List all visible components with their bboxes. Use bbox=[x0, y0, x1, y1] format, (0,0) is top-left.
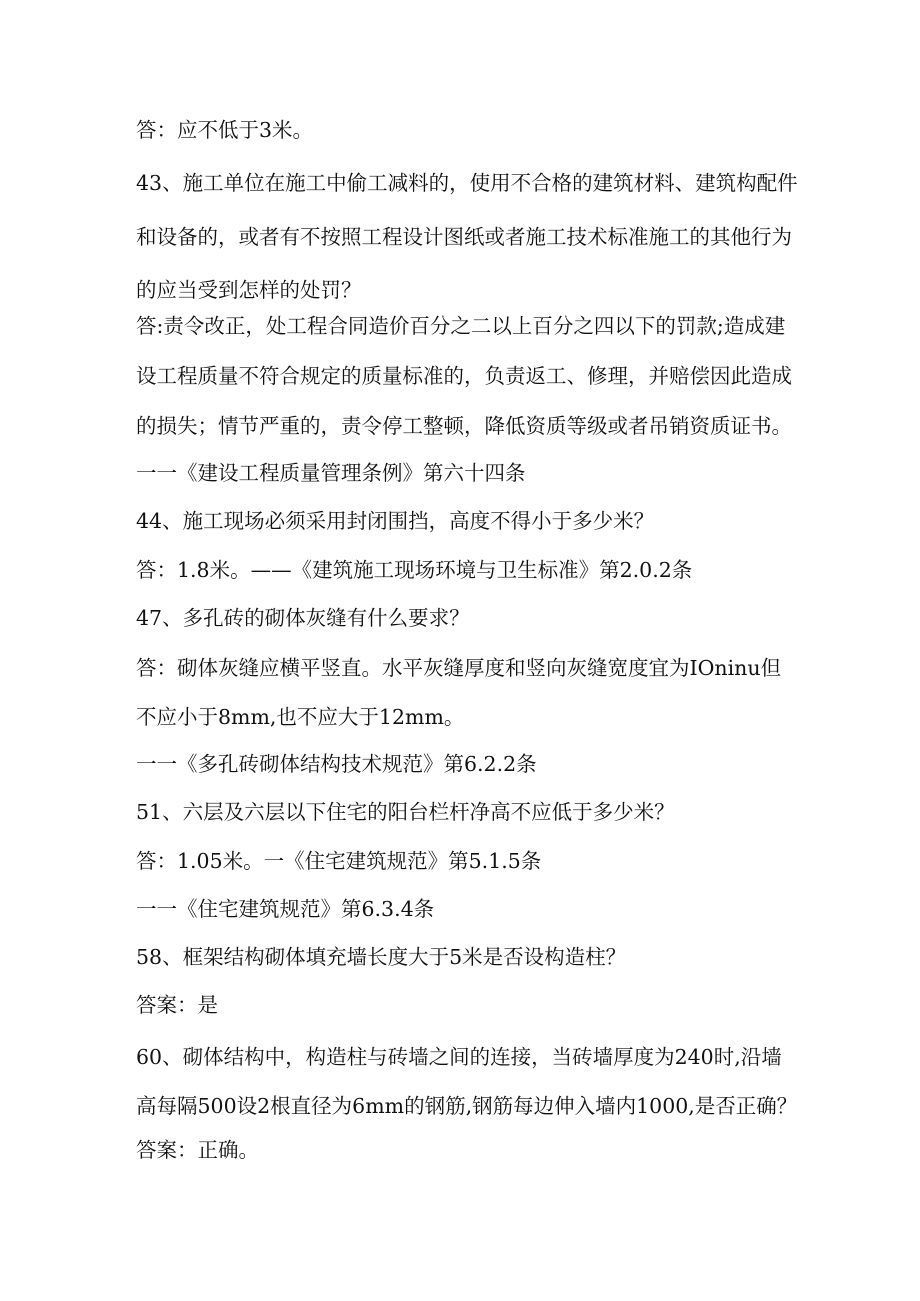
question-line: 51、六层及六层以下住宅的阳台栏杆净高不应低于多少米？ bbox=[136, 800, 675, 824]
question-line: 60、砌体结构中，构造柱与砖墙之间的连接，当砖墙厚度为240时,沿墙 bbox=[136, 1045, 782, 1069]
answer-line: 答：砌体灰缝应横平竖直。水平灰缝厚度和竖向灰缝宽度宜为IOninu但 bbox=[136, 656, 782, 680]
text-line: 设工程质量不符合规定的质量标准的，负责返工、修理，并赔偿因此造成 bbox=[136, 364, 792, 388]
answer-line: 答：1.05米。一《住宅建筑规范》第5.1.5条 bbox=[136, 849, 542, 873]
text-line: 和设备的，或者有不按照工程设计图纸或者施工技术标准施工的其他行为 bbox=[136, 225, 792, 249]
answer-line: 答案：是 bbox=[136, 993, 218, 1017]
answer-line: 答:责令改正，处工程合同造价百分之二以上百分之四以下的罚款;造成建 bbox=[136, 314, 786, 338]
text-line: 高每隔500设2根直径为6mm的钢筋,钢筋每边伸入墙内1000,是否正确？ bbox=[136, 1094, 798, 1118]
question-line: 58、框架结构砌体填充墙长度大于5米是否设构造柱？ bbox=[136, 945, 627, 969]
text-line: 答：应不低于3米。 bbox=[136, 118, 314, 142]
question-line: 43、施工单位在施工中偷工减料的，使用不合格的建筑材料、建筑构配件 bbox=[136, 171, 798, 195]
text-line: 的应当受到怎样的处罚？ bbox=[136, 278, 362, 302]
citation-line: 一一《住宅建筑规范》第6.3.4条 bbox=[136, 897, 435, 921]
text-line: 的损失；情节严重的，责令停工整顿，降低资质等级或者吊销资质证书。 bbox=[136, 414, 792, 438]
answer-line: 答：1.8米。——《建筑施工现场环境与卫生标准》第2.0.2条 bbox=[136, 558, 693, 582]
text-line: 不应小于8mm,也不应大于12mm。 bbox=[136, 705, 465, 729]
question-line: 44、施工现场必须采用封闭围挡，高度不得小于多少米？ bbox=[136, 509, 655, 533]
citation-line: 一一《多孔砖砌体结构技术规范》第6.2.2条 bbox=[136, 752, 537, 776]
citation-line: 一一《建设工程质量管理条例》第六十四条 bbox=[136, 461, 526, 485]
question-line: 47、多孔砖的砌体灰缝有什么要求？ bbox=[136, 606, 470, 630]
answer-line: 答案：正确。 bbox=[136, 1138, 259, 1162]
